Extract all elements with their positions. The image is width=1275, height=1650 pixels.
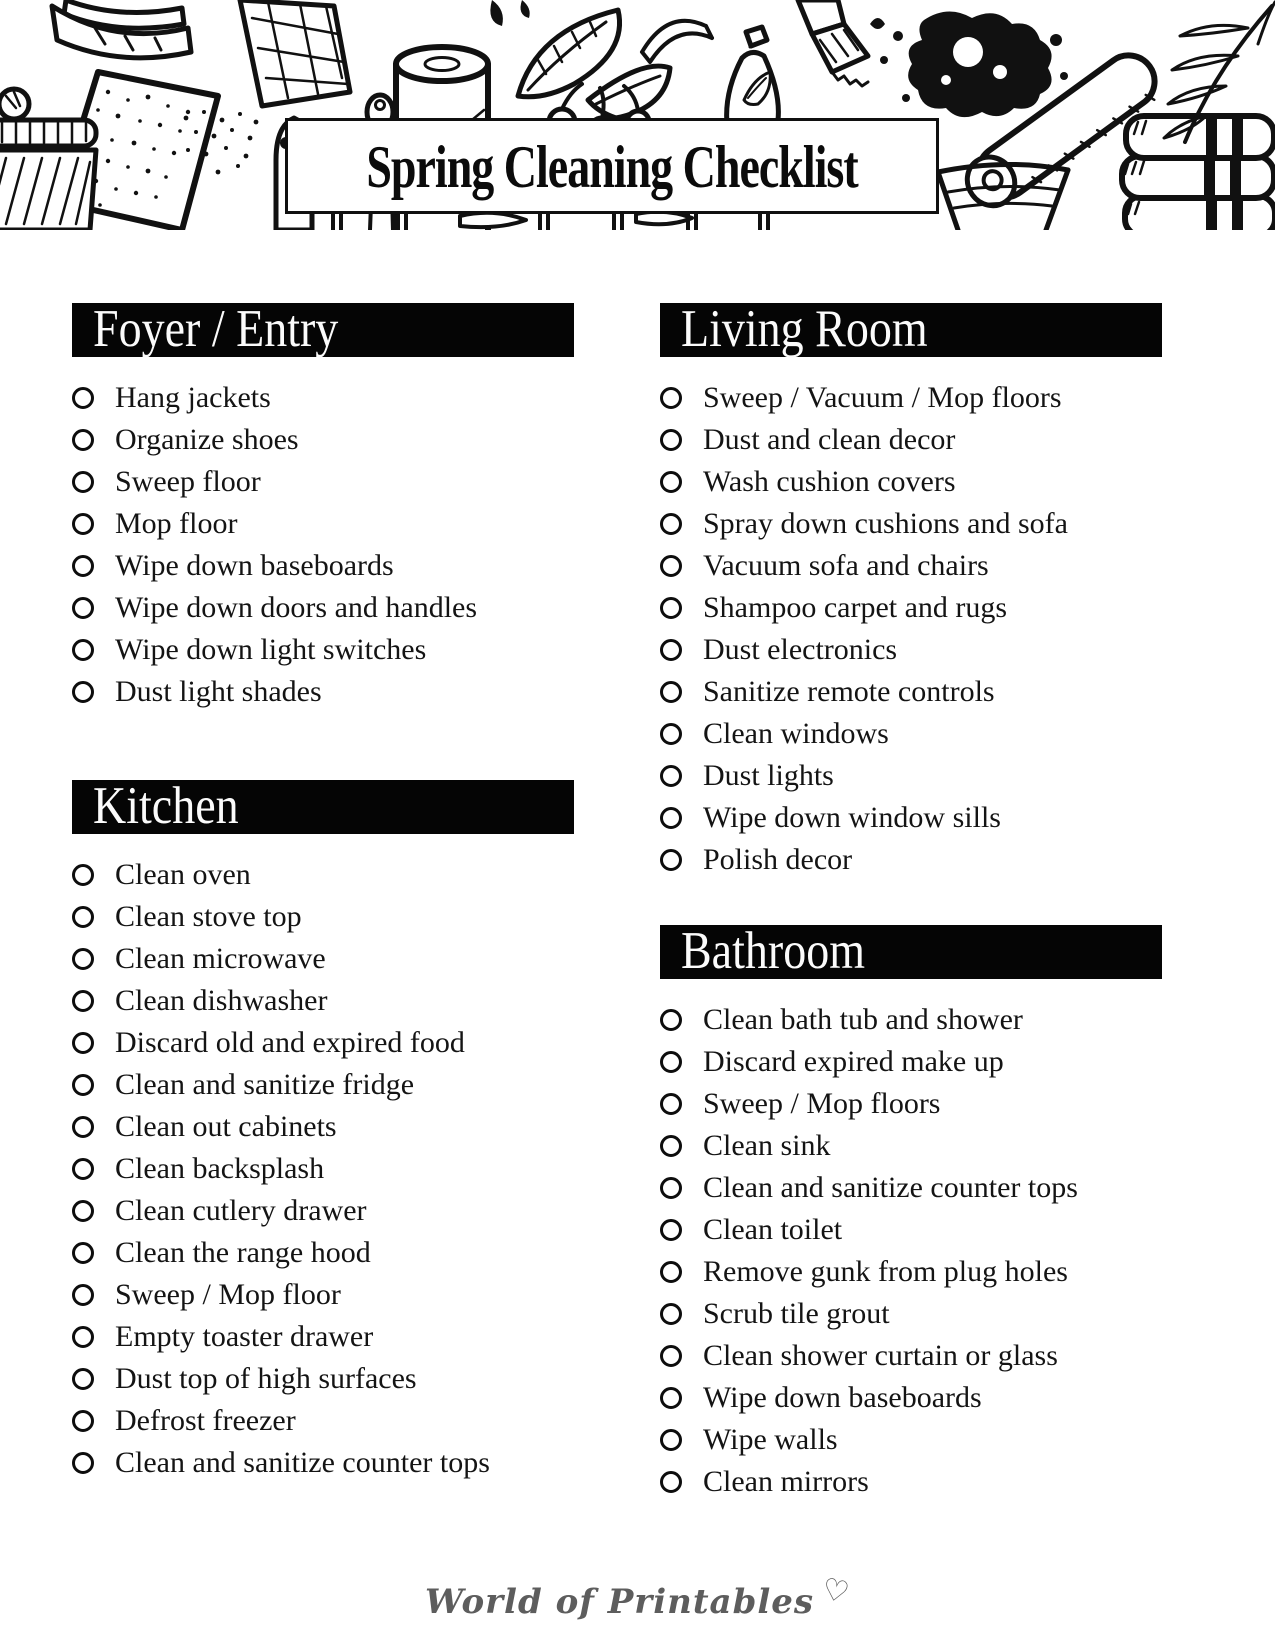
checklist-item-label: Empty toaster drawer bbox=[115, 1320, 374, 1353]
checklist-item-label: Wash cushion covers bbox=[703, 465, 956, 498]
section-title: Bathroom bbox=[681, 921, 865, 980]
leaf-bits-icon bbox=[490, 0, 529, 26]
checklist-foyer bbox=[72, 357, 574, 713]
checkbox-circle[interactable] bbox=[72, 681, 94, 703]
brand-logo-text: World of Printables bbox=[425, 1582, 815, 1622]
checklist-item-label: Clean bath tub and shower bbox=[703, 1003, 1023, 1036]
checklist-item-label: Clean and sanitize counter tops bbox=[115, 1446, 490, 1479]
checkbox-circle[interactable] bbox=[72, 1032, 94, 1054]
checklist-item bbox=[72, 545, 574, 587]
checklist-item-label: Scrub tile grout bbox=[703, 1297, 890, 1330]
checklist-item-label: Dust top of high surfaces bbox=[115, 1362, 417, 1395]
checkbox-circle[interactable] bbox=[72, 639, 94, 661]
checkbox-circle[interactable] bbox=[660, 597, 682, 619]
checklist-item-label: Spray down cushions and sofa bbox=[703, 507, 1068, 540]
broom-handles-icon bbox=[333, 212, 768, 230]
checklist-item bbox=[660, 1419, 1162, 1461]
checklist-item bbox=[72, 1442, 574, 1484]
checkbox-circle[interactable] bbox=[660, 1303, 682, 1325]
checklist-item bbox=[660, 1041, 1162, 1083]
checklist-item-label: Dust and clean decor bbox=[703, 423, 956, 456]
section-header-kitchen bbox=[72, 776, 574, 835]
checkbox-circle[interactable] bbox=[660, 1345, 682, 1367]
checkbox-circle[interactable] bbox=[660, 807, 682, 829]
checklist-item-label: Wipe down doors and handles bbox=[115, 591, 478, 624]
checklist-item bbox=[660, 1167, 1162, 1209]
checklist-item-label: Clean and sanitize counter tops bbox=[703, 1171, 1078, 1204]
checkbox-circle[interactable] bbox=[72, 948, 94, 970]
checkbox-circle[interactable] bbox=[72, 1284, 94, 1306]
checkbox-circle[interactable] bbox=[72, 990, 94, 1012]
ink-splat-icon bbox=[870, 11, 1068, 117]
checklist-item-label: Clean windows bbox=[703, 717, 889, 750]
checklist-item-label: Dust light shades bbox=[115, 675, 322, 708]
checklist-item bbox=[660, 671, 1162, 713]
checklist-item-label: Sweep / Mop floor bbox=[115, 1278, 341, 1311]
checklist-item bbox=[72, 1274, 574, 1316]
checklist-item-label: Organize shoes bbox=[115, 423, 299, 456]
checklist-item-label: Polish decor bbox=[703, 843, 853, 876]
checklist-item bbox=[72, 587, 574, 629]
checklist-item bbox=[660, 797, 1162, 839]
checklist-item-label: Wipe down window sills bbox=[703, 801, 1001, 834]
checkbox-circle[interactable] bbox=[72, 906, 94, 928]
section-living bbox=[660, 299, 1162, 881]
checklist-item bbox=[660, 999, 1162, 1041]
section-kitchen bbox=[72, 776, 574, 1484]
checklist-item bbox=[72, 671, 574, 713]
checklist-item bbox=[72, 419, 574, 461]
checklist-item bbox=[72, 377, 574, 419]
checklist-item-label: Clean oven bbox=[115, 858, 251, 891]
footer bbox=[0, 1571, 1275, 1622]
checkbox-circle[interactable] bbox=[72, 1200, 94, 1222]
checkbox-circle[interactable] bbox=[660, 849, 682, 871]
heart-icon: ♡ bbox=[818, 1571, 854, 1612]
checkbox-circle[interactable] bbox=[660, 1429, 682, 1451]
checklist-item-label: Wipe down light switches bbox=[115, 633, 427, 666]
checklist-item bbox=[660, 713, 1162, 755]
checklist-kitchen bbox=[72, 834, 574, 1484]
checklist-item-label: Vacuum sofa and chairs bbox=[703, 549, 989, 582]
checklist-columns bbox=[0, 299, 1275, 1503]
checkbox-circle[interactable] bbox=[72, 1074, 94, 1096]
checkbox-circle[interactable] bbox=[72, 555, 94, 577]
column-left bbox=[72, 299, 574, 1503]
checkbox-circle[interactable] bbox=[660, 1387, 682, 1409]
checkbox-circle[interactable] bbox=[72, 1452, 94, 1474]
checklist-item-label: Clean cutlery drawer bbox=[115, 1194, 367, 1227]
section-header-living bbox=[660, 299, 1162, 358]
column-right bbox=[660, 299, 1162, 1503]
checklist-item-label: Discard expired make up bbox=[703, 1045, 1004, 1078]
checklist-item bbox=[660, 839, 1162, 881]
checklist-item bbox=[660, 1461, 1162, 1503]
checklist-item bbox=[72, 896, 574, 938]
checkbox-circle[interactable] bbox=[72, 864, 94, 886]
checklist-bathroom bbox=[660, 979, 1162, 1503]
checklist-item-label: Remove gunk from plug holes bbox=[703, 1255, 1068, 1288]
checklist-item bbox=[72, 1106, 574, 1148]
checklist-item-label: Clean mirrors bbox=[703, 1465, 869, 1498]
checklist-item bbox=[72, 1064, 574, 1106]
header-illustration-band bbox=[0, 0, 1275, 230]
checkbox-circle[interactable] bbox=[72, 471, 94, 493]
checklist-item bbox=[660, 461, 1162, 503]
checklist-item-label: Dust lights bbox=[703, 759, 834, 792]
checklist-item-label: Clean sink bbox=[703, 1129, 831, 1162]
section-title: Foyer / Entry bbox=[93, 299, 339, 358]
checkbox-circle[interactable] bbox=[72, 513, 94, 535]
checklist-item bbox=[72, 980, 574, 1022]
brush-icon bbox=[798, 0, 868, 86]
checklist-item bbox=[660, 1251, 1162, 1293]
towel-stack-icon bbox=[1122, 116, 1275, 230]
checklist-item bbox=[72, 1358, 574, 1400]
checklist-item bbox=[72, 1400, 574, 1442]
checkbox-circle[interactable] bbox=[660, 1051, 682, 1073]
section-title: Living Room bbox=[681, 299, 928, 358]
checklist-item bbox=[72, 1148, 574, 1190]
checkbox-circle[interactable] bbox=[660, 1261, 682, 1283]
checkbox-circle[interactable] bbox=[660, 723, 682, 745]
section-foyer bbox=[72, 299, 574, 713]
checkbox-circle[interactable] bbox=[660, 1009, 682, 1031]
checklist-item-label: Wipe down baseboards bbox=[115, 549, 394, 582]
checklist-item-label: Shampoo carpet and rugs bbox=[703, 591, 1008, 624]
checkbox-circle[interactable] bbox=[72, 429, 94, 451]
checklist-item bbox=[72, 629, 574, 671]
checklist-item-label: Clean toilet bbox=[703, 1213, 843, 1246]
checkbox-circle[interactable] bbox=[660, 681, 682, 703]
checkbox-circle[interactable] bbox=[72, 1410, 94, 1432]
checkbox-circle[interactable] bbox=[660, 513, 682, 535]
checklist-item bbox=[72, 854, 574, 896]
checklist-item-label: Clean dishwasher bbox=[115, 984, 328, 1017]
checklist-item bbox=[660, 629, 1162, 671]
checkbox-circle[interactable] bbox=[660, 555, 682, 577]
checklist-item bbox=[72, 1316, 574, 1358]
checklist-item bbox=[660, 755, 1162, 797]
checklist-item bbox=[660, 1293, 1162, 1335]
checkbox-circle[interactable] bbox=[660, 639, 682, 661]
title-box bbox=[285, 118, 939, 214]
checklist-item-label: Wipe walls bbox=[703, 1423, 838, 1456]
checklist-item-label: Hang jackets bbox=[115, 381, 271, 414]
checkbox-circle[interactable] bbox=[660, 1471, 682, 1493]
checkbox-circle[interactable] bbox=[660, 429, 682, 451]
checklist-item bbox=[660, 419, 1162, 461]
folded-towel-icon bbox=[52, 0, 191, 58]
checkbox-circle[interactable] bbox=[72, 1326, 94, 1348]
checklist-living bbox=[660, 357, 1162, 881]
checklist-item-label: Clean shower curtain or glass bbox=[703, 1339, 1058, 1372]
checklist-item bbox=[72, 1022, 574, 1064]
checklist-item-label: Sweep floor bbox=[115, 465, 261, 498]
section-title: Kitchen bbox=[93, 776, 239, 835]
ribbon-cloth-icon bbox=[642, 21, 712, 62]
checkbox-circle[interactable] bbox=[660, 1135, 682, 1157]
section-bathroom bbox=[660, 921, 1162, 1503]
checklist-item bbox=[72, 503, 574, 545]
checklist-item-label: Mop floor bbox=[115, 507, 238, 540]
checklist-item-label: Clean and sanitize fridge bbox=[115, 1068, 415, 1101]
checklist-item bbox=[660, 377, 1162, 419]
checkbox-circle[interactable] bbox=[72, 387, 94, 409]
checklist-item bbox=[72, 461, 574, 503]
section-header-bathroom bbox=[660, 921, 1162, 980]
checkbox-circle[interactable] bbox=[660, 387, 682, 409]
checkbox-circle[interactable] bbox=[72, 1368, 94, 1390]
checklist-item-label: Defrost freezer bbox=[115, 1404, 296, 1437]
checkbox-circle[interactable] bbox=[660, 1093, 682, 1115]
jar-icon bbox=[0, 89, 96, 230]
checklist-item-label: Clean the range hood bbox=[115, 1236, 371, 1269]
checkbox-circle[interactable] bbox=[72, 597, 94, 619]
checklist-item bbox=[660, 1125, 1162, 1167]
checklist-item bbox=[72, 1232, 574, 1274]
checklist-item bbox=[72, 938, 574, 980]
checkbox-circle[interactable] bbox=[660, 765, 682, 787]
checkbox-circle[interactable] bbox=[72, 1116, 94, 1138]
checklist-item bbox=[660, 1209, 1162, 1251]
checklist-item bbox=[660, 587, 1162, 629]
checkbox-circle[interactable] bbox=[660, 471, 682, 493]
plaid-cloth-icon bbox=[240, 0, 350, 106]
checklist-item bbox=[660, 1377, 1162, 1419]
checklist-item bbox=[660, 503, 1162, 545]
checklist-item-label: Discard old and expired food bbox=[115, 1026, 465, 1059]
page-title: Spring Cleaning Checklist bbox=[366, 132, 858, 200]
checklist-item bbox=[660, 1335, 1162, 1377]
checklist-item-label: Clean stove top bbox=[115, 900, 302, 933]
checklist-item-label: Sweep / Mop floors bbox=[703, 1087, 941, 1120]
checklist-item-label: Dust electronics bbox=[703, 633, 898, 666]
checklist-item bbox=[660, 545, 1162, 587]
checkbox-circle[interactable] bbox=[72, 1158, 94, 1180]
checklist-item bbox=[660, 1083, 1162, 1125]
checklist-item-label: Sweep / Vacuum / Mop floors bbox=[703, 381, 1062, 414]
checklist-item-label: Sanitize remote controls bbox=[703, 675, 995, 708]
checklist-item bbox=[72, 1190, 574, 1232]
checklist-item-label: Clean backsplash bbox=[115, 1152, 325, 1185]
checkbox-circle[interactable] bbox=[660, 1219, 682, 1241]
checklist-item-label: Wipe down baseboards bbox=[703, 1381, 982, 1414]
checkbox-circle[interactable] bbox=[72, 1242, 94, 1264]
checklist-item-label: Clean out cabinets bbox=[115, 1110, 337, 1143]
checkbox-circle[interactable] bbox=[660, 1177, 682, 1199]
section-header-foyer bbox=[72, 299, 574, 358]
checklist-item-label: Clean microwave bbox=[115, 942, 326, 975]
